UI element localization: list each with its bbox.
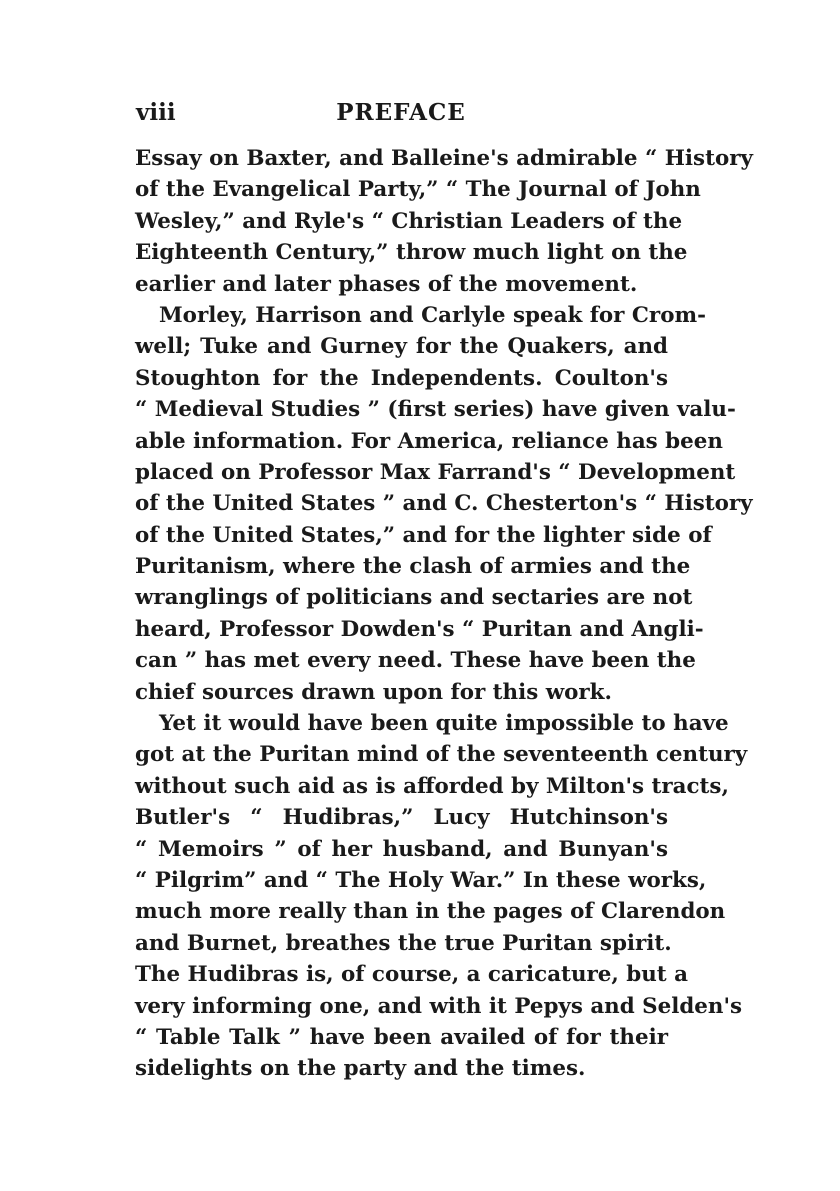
text-line: heard, Professor Dowden's “ Puritan and Angli- xyxy=(135,616,704,642)
text-line: can ” has met every need. These have been the xyxy=(135,648,696,674)
text-line: sidelights on the party and the times. xyxy=(135,1056,586,1082)
text-line: got at the Puritan mind of the seventeenth century xyxy=(135,742,748,768)
page-number: viii xyxy=(136,99,176,126)
text-line: Butler's “ Hudibras,” Lucy Hutchinson's xyxy=(135,805,668,831)
text-line: and Burnet, breathes the true Puritan spirit. xyxy=(135,930,672,956)
text-line: very informing one, and with it Pepys and Selden's xyxy=(135,993,743,1019)
text-line: Morley, Harrison and Carlyle speak for Crom- xyxy=(159,302,706,328)
text-line: able information. For America, reliance has been xyxy=(135,428,723,454)
body-text xyxy=(135,143,753,1085)
text-line: “ Memoirs ” of her husband, and Bunyan's xyxy=(135,836,668,862)
text-line: Yet it would have been quite impossible to have xyxy=(159,711,729,737)
text-line: Puritanism, where the clash of armies and the xyxy=(135,554,691,580)
paragraph-1 xyxy=(135,143,753,300)
text-line: without such aid as is afforded by Milton's tracts, xyxy=(135,773,729,799)
text-line: chief sources drawn upon for this work. xyxy=(135,679,612,705)
text-line: of the United States,” and for the lighter side of xyxy=(135,522,712,548)
text-line: Eighteenth Century,” throw much light on the xyxy=(135,240,688,266)
paragraph-3 xyxy=(135,708,748,1085)
text-line: earlier and later phases of the movement. xyxy=(135,271,638,297)
running-title: PREFACE xyxy=(336,99,466,126)
text-line: well; Tuke and Gurney for the Quakers, and xyxy=(135,334,668,360)
text-line: of the Evangelical Party,” “ The Journal of John xyxy=(135,177,701,203)
running-head xyxy=(136,96,666,130)
text-line: “ Medieval Studies ” (first series) have given valu- xyxy=(135,397,736,423)
text-line: Essay on Baxter, and Balleine's admirable “ History xyxy=(135,146,753,171)
text-line: much more really than in the pages of Clarendon xyxy=(135,899,726,925)
paragraph-2 xyxy=(135,300,753,708)
text-line: placed on Professor Max Farrand's “ Development xyxy=(135,459,736,485)
text-line: The Hudibras is, of course, a caricature, but a xyxy=(135,962,688,988)
text-line: of the United States ” and C. Chesterton's “ History xyxy=(135,491,753,517)
text-line: “ Pilgrim” and “ The Holy War.” In these works, xyxy=(135,867,707,893)
text-line: “ Table Talk ” have been availed of for their xyxy=(135,1024,668,1050)
text-line: Stoughton for the Independents. Coulton's xyxy=(135,365,668,391)
text-line: wranglings of politicians and sectaries are not xyxy=(135,585,693,611)
text-line: Wesley,” and Ryle's “ Christian Leaders of the xyxy=(135,208,683,234)
